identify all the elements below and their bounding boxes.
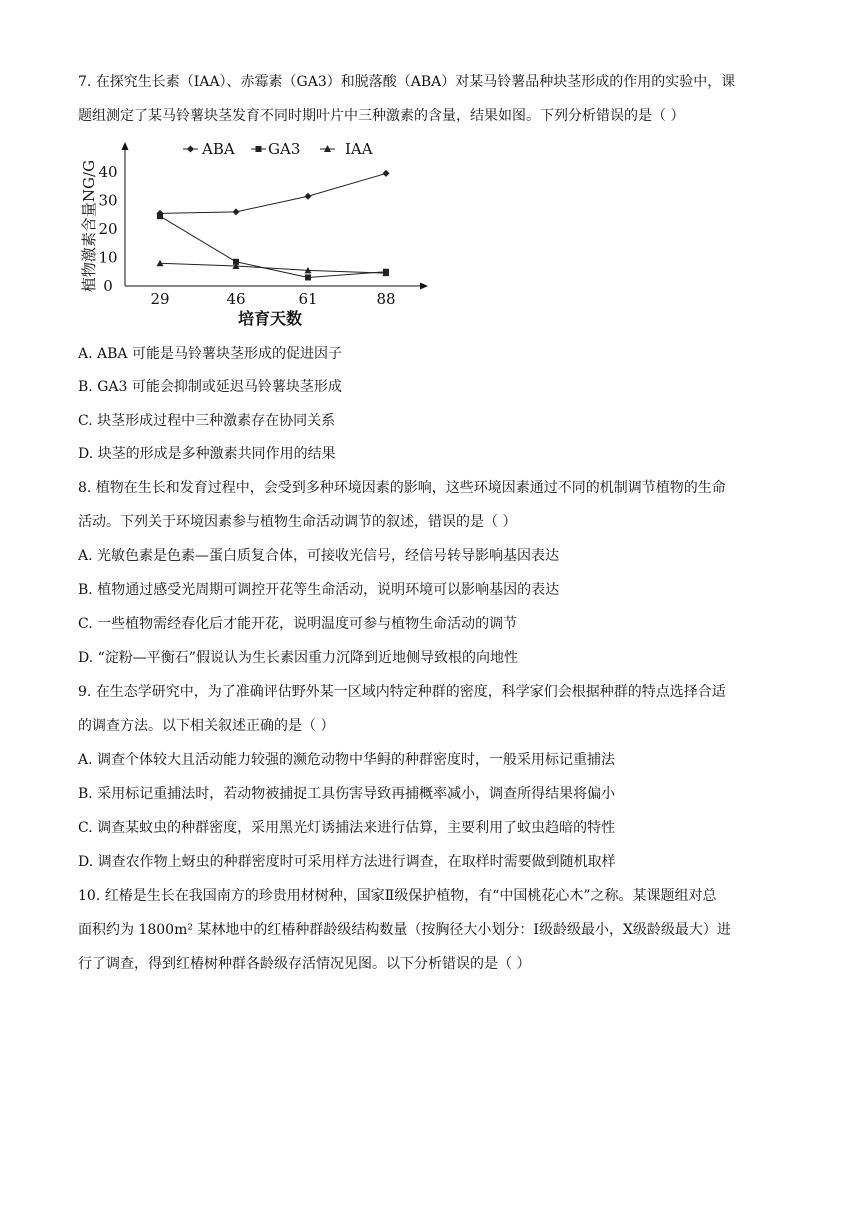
- data-point-ga3: [157, 213, 163, 219]
- q8-option-b: B. 植物通过感受光周期可调控开花等生命活动，说明环境可以影响基因的表达: [78, 582, 560, 598]
- q9-stem-line2: 的调查方法。以下相关叙述正确的是（ ）: [78, 718, 335, 734]
- legend-marker-aba: [187, 146, 194, 153]
- q7-option-d: D. 块茎的形成是多种激素共同作用的结果: [78, 446, 336, 462]
- q9-option-c: C. 调查某蚊虫的种群密度，采用黑光灯诱捕法来进行估算，主要利用了蚊虫趋暗的特性: [78, 820, 616, 836]
- legend-label-ga3: GA3: [268, 140, 301, 158]
- x-tick-label: 29: [150, 290, 170, 308]
- data-point-aba: [233, 208, 240, 215]
- y-axis-arrow: [122, 142, 129, 150]
- legend-label-aba: ABA: [202, 140, 235, 158]
- legend-label-iaa: IAA: [345, 140, 373, 158]
- y-axis: [80, 142, 129, 295]
- q8-option-a: A. 光敏色素是色素—蛋白质复合体，可接收光信号，经信号转导影响基因表达: [78, 548, 560, 564]
- q10-stem-line1: 10. 红椿是生长在我国南方的珍贵用材树种，国家Ⅱ级保护植物，有“中国桃花心木”之称。某课题组对总: [78, 888, 717, 904]
- q8-option-d: D. “淀粉—平衡石”假说认为生长素因重力沉降到近地侧导致根的向地性: [78, 650, 518, 666]
- y-tick-label: 40: [98, 163, 118, 181]
- data-point-aba: [383, 170, 390, 177]
- q7-option-c: C. 块茎形成过程中三种激素存在协同关系: [78, 413, 336, 429]
- x-axis-arrow: [420, 283, 428, 290]
- series-line-aba: [160, 173, 386, 213]
- q8-stem-line1: 8. 植物在生长和发育过程中，会受到多种环境因素的影响，这些环境因素通过不同的机制调节植物的生命: [78, 480, 726, 496]
- y-tick-label: 30: [98, 191, 118, 210]
- q10-stem-line2: 面积约为 1800m² 某林地中的红椿种群龄级结构数量（按胸径大小划分：Ⅰ级龄级最小，Ⅹ级龄级最大）进: [78, 922, 731, 938]
- q9-option-a: A. 调查个体较大且活动能力较强的濒危动物中华鲟的种群密度时，一般采用标记重捕法: [78, 752, 616, 768]
- q8-option-c: C. 一些植物需经春化后才能开花，说明温度可参与植物生命活动的调节: [78, 616, 518, 632]
- x-tick-label: 61: [298, 290, 318, 308]
- x-tick-label: 46: [226, 290, 246, 308]
- q7-stem-line2: 题组测定了某马铃薯块茎发育不同时期叶片中三种激素的含量，结果如图。下列分析错误的是（ ）: [78, 108, 685, 124]
- q10-stem-line3: 行了调查，得到红椿树种群各龄级存活情况见图。以下分析错误的是（ ）: [78, 956, 531, 972]
- data-point-ga3: [305, 274, 311, 280]
- series-line-iaa: [160, 263, 386, 273]
- legend-marker-ga3: [256, 146, 262, 152]
- q9-stem-line1: 9. 在生态学研究中，为了准确评估野外某一区域内特定种群的密度，科学家们会根据种群的特点选择合适: [78, 684, 726, 700]
- chart-legend: [183, 140, 373, 158]
- q9-option-d: D. 调查农作物上蚜虫的种群密度时可采用样方法进行调查，在取样时需要做到随机取样: [78, 854, 616, 870]
- x-tick-label: 88: [376, 290, 396, 308]
- y-tick-label: 10: [98, 248, 118, 267]
- y-tick-label: 0: [103, 277, 113, 295]
- data-point-aba: [305, 193, 312, 200]
- q7-option-b: B. GA3 可能会抑制或延迟马铃薯块茎形成: [78, 379, 342, 395]
- x-axis-title: 培育天数: [237, 309, 303, 328]
- q8-stem-line2: 活动。下列关于环境因素参与植物生命活动调节的叙述，错误的是（ ）: [78, 514, 517, 530]
- y-axis-title: 植物激素含量NG/G: [80, 159, 98, 293]
- q7-option-a: A. ABA 可能是马铃薯块茎形成的促进因子: [78, 346, 342, 362]
- x-axis: [125, 283, 428, 329]
- hormone-line-chart: [78, 138, 438, 333]
- q7-stem-line1: 7. 在探究生长素（IAA）、赤霉素（GA3）和脱落酸（ABA）对某马铃薯品种块茎形成的作用的实验中，课: [78, 74, 736, 90]
- q9-option-b: B. 采用标记重捕法时，若动物被捕捉工具伤害导致再捕概率减小，调查所得结果将偏小: [78, 786, 616, 802]
- y-tick-label: 20: [98, 220, 118, 238]
